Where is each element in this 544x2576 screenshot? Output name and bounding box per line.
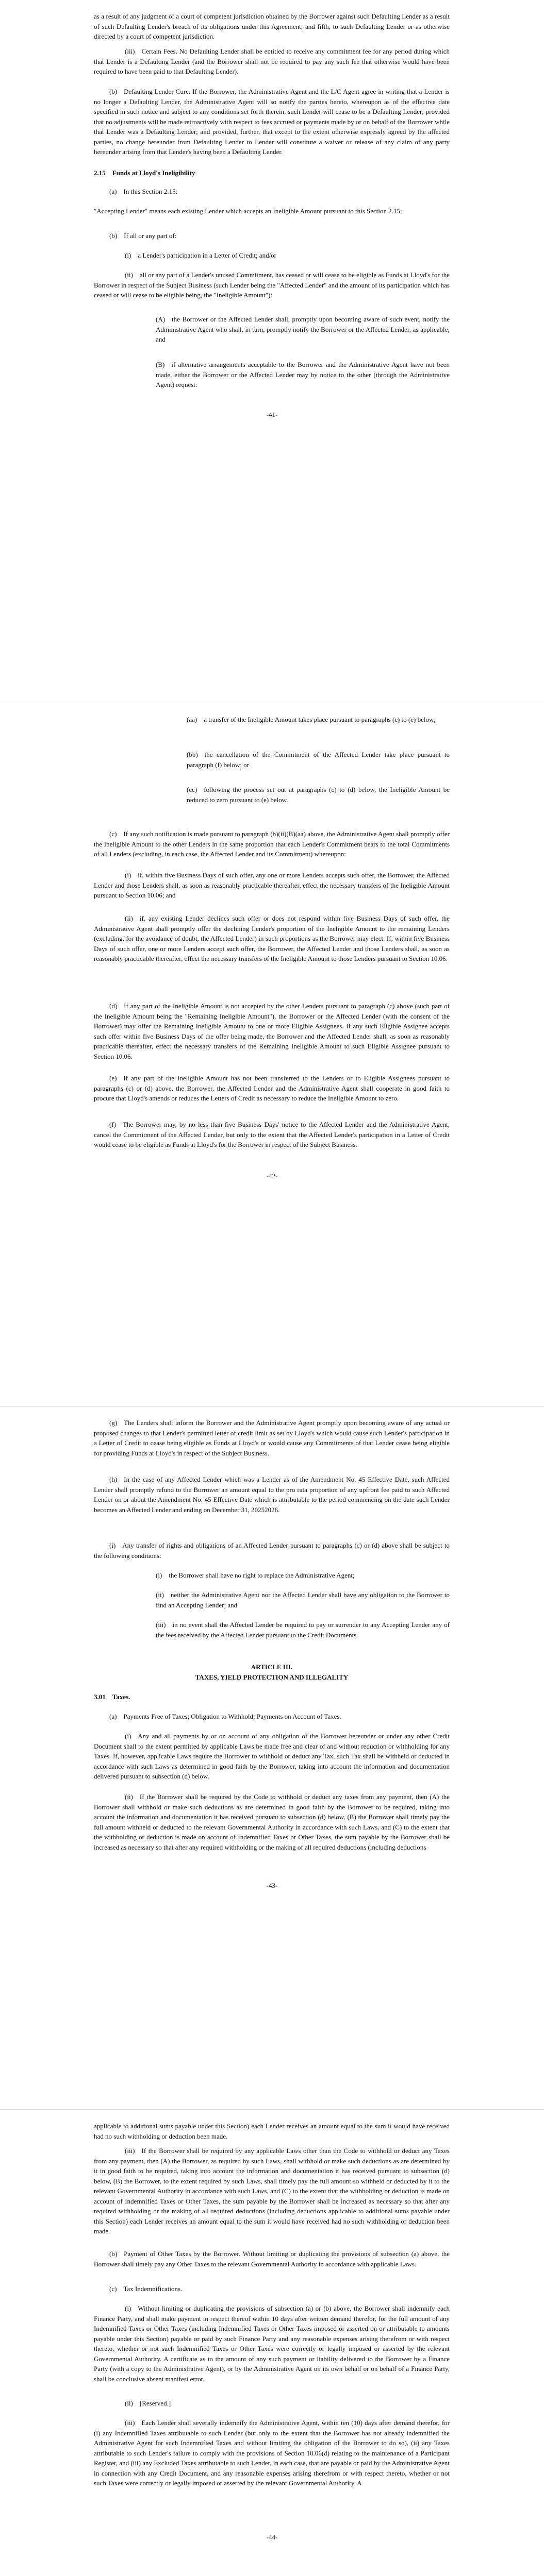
- paragraph: (ii) all or any part of a Lender's unused Commitment, has ceased or will cease to be eligible as Funds at Lloyd's for the Borrower in respect of the Subject Business (such Lender being the "Affected Lender" and the amount of its participation which has ceased or will cease to be eligible being, the "Ineligible Amount"):: [94, 271, 450, 299]
- paragraph: (bb) the cancellation of the Commitment of the Affected Lender take place pursuant to paragraph (f) below; or: [187, 751, 450, 769]
- paragraph: (c) If any such notification is made pursuant to paragraph (b)(ii)(B)(aa) above, the Administrative Agent shall promptly offer the Ineligible Amount to the other Lenders in the same proportion that each Lender's Commitment bears to the total Commitments of all Lenders (excluding, in each case, the Affected Lender and its Commitment) whereupon:: [94, 830, 450, 858]
- paragraph: (a) Payments Free of Taxes; Obligation to Withhold; Payments on Account of Taxes.: [109, 1713, 341, 1720]
- page-41: [0, 0, 544, 703]
- paragraph: (i) Any and all payments by or on account of any obligation of the Borrower hereunder or under any other Credit Document shall to the extent permitted by applicable Laws be made free and clear of and without reduction or withholding for any Taxes. If, however, applicable Laws require the Borrower to withhold or deduct any Tax, such Tax shall be withheld or deducted in accordance with such Laws as determined in good faith by the Borrower, taking into account the information and documentation delivered pursuant to subsection (d) below.: [94, 1732, 450, 1780]
- paragraph: (aa) a transfer of the Ineligible Amount takes place pursuant to paragraphs (c) to (e) below;: [187, 716, 436, 723]
- paragraph: (d) If any part of the Ineligible Amount is not accepted by the other Lenders pursuant to paragraph (c) above (such part of the Ineligible Amount being the "Remaining Ineligible Amount"), the Borrower or the Affected Lender (with the consent of the Borrower) may offer the Remaining Ineligible Amount to one or more Eligible Assignees. If any such Eligible Assignee accepts such offer within five Business Days of the offer being made, the Borrower and the Affected Lender shall, as soon as reasonably practicable thereafter, effect the necessary transfers of the Remaining Ineligible Amount to such Eligible Assignee pursuant to Section 10.06.: [94, 1002, 450, 1060]
- paragraph: (cc) following the process set out at paragraphs (c) to (d) below, the Ineligible Amount be reduced to zero pursuant to (e) below.: [187, 786, 450, 804]
- page-44: [0, 2110, 544, 2576]
- paragraph: (i) a Lender's participation in a Letter of Credit; and/or: [125, 251, 277, 259]
- paragraph: (ii) [Reserved.]: [125, 2399, 171, 2407]
- paragraph: (ii) neither the Administrative Agent nor the Affected Lender shall have any obligation to the Borrower to find an Accepting Lender; and: [156, 1591, 450, 1609]
- paragraph: (e) If any part of the Ineligible Amount has not been transferred to the Lenders or to Eligible Assignees pursuant to paragraphs (c) or (d) above, the Borrower, the Affected Lender and the Administrative Agent shall cooperate in good faith to procure that Lloyd's amends or reduces the Letters of Credit as necessary to reduce the Ineligible Amount to zero.: [94, 1074, 450, 1102]
- paragraph: (c) Tax Indemnifications.: [109, 2285, 183, 2293]
- page-43: [0, 1406, 544, 2110]
- paragraph: (b) Payment of Other Taxes by the Borrower. Without limiting or duplicating the provisions of subsection (a) above, the Borrower shall timely pay any Other Taxes to the relevant Governmental Authority in accordance with applicable Laws.: [94, 2250, 450, 2268]
- paragraph: (ii) if, any existing Lender declines such offer or does not respond within five Business Days of such offer, the Administrative Agent shall promptly offer the declining Lender's proportion of the Ineligible Amount to the remaining Lenders (excluding, for the avoidance of doubt, the Affected Lender) in such proportions as the Borrower may elect. If, within five Business Days of such offer, one or more Lenders accept such offer, the Borrower, the Affected Lender and those Lenders shall, as soon as reasonably practicable thereafter, effect the necessary transfers of the Ineligible Amount to those Lenders pursuant to Section 10.06.: [94, 914, 450, 962]
- paragraph: (a) In this Section 2.15:: [109, 188, 178, 195]
- section-heading: 3.01 Taxes.: [94, 1693, 130, 1701]
- paragraph: (iii) Each Lender shall severally indemnify the Administrative Agent, within ten (10) days after demand therefor, for (i) any Indemnified Taxes attributable to such Lender (but only to the extent that the Borrower has not already indemnified the Administrative Agent for such Indemnified Taxes and without limiting the obligation of the Borrower to do so), (ii) any Taxes attributable to such Lender's failure to comply with the provisions of Section 10.06(d) relating to the maintenance of a Participant Register, and (iii) any Excluded Taxes attributable to such Lender, in each case, that are payable or paid by the Administrative Agent in connection with any Credit Document, and any reasonable expenses arising therefrom or with respect thereto, whether or not such Taxes were correctly or legally imposed or asserted by the relevant Governmental Authority. A: [94, 2419, 450, 2487]
- paragraph: (iii) If the Borrower shall be required by any applicable Laws other than the Code to withhold or deduct any Taxes from any payment, then (A) the Borrower, as required by such Laws, shall withhold or make such deductions as are determined by it in good faith to be required, taking into account the information and documentation it has received pursuant to subsection (d) below, (B) the Borrower, to the extent required by such Laws, shall timely pay the full amount so withheld or deducted by it to the relevant Governmental Authority in accordance with such Laws, and (C) to the extent that the withholding or deduction is made on account of Indemnified Taxes or Other Taxes, the sum payable by the Borrower shall be increased as necessary so that after any required withholding or the making of all required deductions (including deductions applicable to additional sums payable under this Section) each Lender receives an amount equal to the sum it would have received had no such withholding or deduction been made.: [94, 2147, 450, 2235]
- paragraph: applicable to additional sums payable under this Section) each Lender receives an amount equal to the sum it would have received had no such withholding or deduction been made.: [94, 2122, 450, 2140]
- paragraph: (b) Defaulting Lender Cure. If the Borrower, the Administrative Agent and the L/C Agent agree in writing that a Lender is no longer a Defaulting Lender, the Administrative Agent will so notify the parties hereto, whereupon as of the effective date specified in such notice and subject to any conditions set forth therein, such Lender will cease to be a Defaulting Lender; provided that no adjustments will be made retroactively with respect to fees accrued or payments made by or on behalf of the Borrower while that Lender was a Defaulting Lender; and provided, further, that except to the extent otherwise expressly agreed by the affected parties, no change hereunder from Defaulting Lender to Lender will constitute a waiver or release of any claim of any party hereunder arising from that Lender's having been a Defaulting Lender.: [94, 88, 450, 156]
- page-number: -44-: [266, 2533, 278, 2541]
- paragraph: (b) If all or any part of:: [109, 232, 177, 240]
- page-42: [0, 703, 544, 1406]
- paragraph: as a result of any judgment of a court of competent jurisdiction obtained by the Borrower against such Defaulting Lender as a result of such Defaulting Lender's breach of its obligations under this Agreement; and fifth, to such Defaulting Lender or as otherwise directed by a court of competent jurisdiction.: [94, 12, 450, 40]
- paragraph: (i) if, within five Business Days of such offer, any one or more Lenders accepts such offer, the Borrower, the Affected Lender and those Lenders shall, as soon as reasonably practicable thereafter, effect the necessary transfers of the Ineligible Amount pursuant to Section 10.06; and: [94, 871, 450, 899]
- paragraph: (i) Any transfer of rights and obligations of an Affected Lender pursuant to paragraphs (c) or (d) above shall be subject to the following conditions:: [94, 1541, 450, 1560]
- page-number: -41-: [266, 411, 278, 418]
- paragraph: (i) the Borrower shall have no right to replace the Administrative Agent;: [156, 1571, 355, 1579]
- page-number: -42-: [266, 1172, 278, 1180]
- section-heading: 2.15 Funds at Lloyd's Ineligibility: [94, 169, 195, 177]
- paragraph: (iii) in no event shall the Affected Lender be required to pay or surrender to any Accepting Lender any of the fees received by the Affected Lender pursuant to the Credit Documents.: [156, 1621, 450, 1639]
- paragraph: (A) the Borrower or the Affected Lender shall, promptly upon becoming aware of such event, notify the Administrative Agent who shall, in turn, promptly notify the Borrower or the Affected Lender, as applicable; and: [156, 315, 450, 343]
- article-heading: ARTICLE III.: [251, 1663, 293, 1671]
- paragraph: (g) The Lenders shall inform the Borrower and the Administrative Agent promptly upon becoming aware of any actual or proposed changes to that Lender's permitted letter of credit limit as set by Lloyd's which would cause such Lender's participation in a Letter of Credit to cease being eligible as Funds at Lloyd's or would cause any Commitments of that Lender cease being eligible for providing Funds at Lloyd's in respect of the Subject Business.: [94, 1419, 450, 1457]
- page-number: -43-: [266, 1882, 278, 1889]
- paragraph: (i) Without limiting or duplicating the provisions of subsection (a) or (b) above, the Borrower shall indemnify each Finance Party, and shall make payment in respect thereof within 10 days after written demand therefor, for the full amount of any Indemnified Taxes or Other Taxes (including Indemnified Taxes or Other Taxes imposed or asserted on or attributable to amounts payable under this Section) payable or paid by such Finance Party and any reasonable expenses arising therefrom or with respect thereto, whether or not such Indemnified Taxes or Other Taxes were correctly or legally imposed or asserted by the relevant Governmental Authority. A certificate as to the amount of any such payment or liability delivered to the Borrower by a Finance Party (with a copy to the Administrative Agent), or by the Administrative Agent on its own behalf or on behalf of a Finance Party, shall be conclusive absent manifest error.: [94, 2304, 450, 2383]
- paragraph: (f) The Borrower may, by no less than five Business Days' notice to the Affected Lender and the Administrative Agent, cancel the Commitment of the Affected Lender, but only to the extent that the Affected Lender's participation in a Letter of Credit would cease to be eligible as Funds at Lloyd's for the Borrower in respect of the Subject Business.: [94, 1121, 450, 1148]
- paragraph: (ii) If the Borrower shall be required by the Code to withhold or deduct any taxes from any payment, then (A) the Borrower shall withhold or make such deductions as are determined in good faith by the Borrower to be required, taking into account the information and documentation it has received pursuant to subsection (d) below, (B) the Borrower shall timely pay the full amount withheld or deducted to the relevant Governmental Authority in accordance with such Laws, and (C) to the extent that the withholding or deduction is made on account of Indemnified Taxes or Other Taxes, the sum payable by the Borrower shall be increased as necessary so that after any required withholding or the making of all required deductions (including deductions: [94, 1793, 450, 1851]
- paragraph: "Accepting Lender" means each existing Lender which accepts an Ineligible Amount pursuant to this Section 2.15;: [94, 207, 402, 215]
- paragraph: (B) if alternative arrangements acceptable to the Borrower and the Administrative Agent have not been made, either the Borrower or the Affected Lender may by notice to the other (through the Administrative Agent) request:: [156, 361, 450, 388]
- paragraph: (iii) Certain Fees. No Defaulting Lender shall be entitled to receive any commitment fee for any period during which that Lender is a Defaulting Lender (and the Borrower shall not be required to pay any such fee that otherwise would have been required to have been paid to that Defaulting Lender).: [94, 47, 450, 75]
- paragraph: (h) In the case of any Affected Lender which was a Lender as of the Amendment No. 45 Effective Date, such Affected Lender shall promptly refund to the Borrower an amount equal to the pro rata proportion of any upfront fee paid to such Affected Lender on or about the Amendment No. 45 Effective Date which is attributable to the period commencing on the date such Lender becomes an Affected Lender and ending on December 31, 20252026.: [94, 1476, 450, 1514]
- article-title: TAXES, YIELD PROTECTION AND ILLEGALITY: [195, 1673, 349, 1681]
